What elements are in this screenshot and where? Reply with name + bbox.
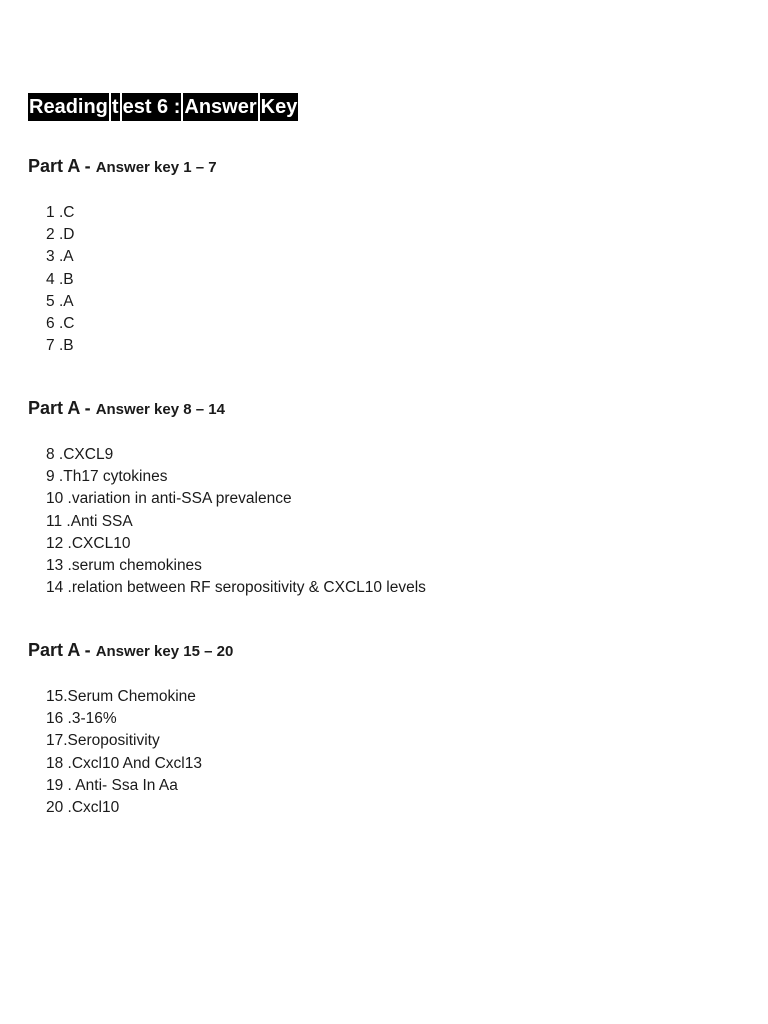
page-title [28,93,298,121]
list-item: 4 .B [46,270,74,288]
list-item: 20 .Cxcl10 [46,799,120,817]
title-segment: Reading [28,93,109,121]
section-heading-2 [28,398,225,419]
section-key-label: Answer key 1 – 7 [95,159,217,176]
list-item: 2 .D [46,226,75,244]
section-key-label: Answer key 8 – 14 [95,401,225,418]
answer-list-3 [46,686,202,819]
list-item: 8 .CXCL9 [46,446,114,463]
list-item: 9 .Th17 cytokines [46,468,168,486]
list-item: 13 .serum chemokines [46,557,202,575]
section-part-label: Part A - [28,640,96,660]
section-part-label: Part A - [28,156,96,176]
section-part-label: Part A - [28,398,96,418]
title-segment: Key [260,93,299,121]
answer-list-2 [46,444,426,599]
title-segment: t [111,93,120,121]
list-item: 17.Seropositivity [46,732,160,750]
list-item: 1 .C [46,204,75,221]
list-item: 10 .variation in anti-SSA prevalence [46,490,292,508]
list-item: 5 .A [46,292,74,310]
list-item: 19 . Anti- Ssa In Aa [46,776,178,794]
list-item: 16 .3-16% [46,710,117,728]
list-item: 12 .CXCL10 [46,534,131,552]
list-item: 6 .C [46,315,75,333]
section-heading-1 [28,156,217,177]
list-item: 7 .B [46,337,74,355]
section-heading-3 [28,640,233,661]
list-item: 18 .Cxcl10 And Cxcl13 [46,754,202,772]
title-segment: Answer [183,93,257,121]
list-item: 14 .relation between RF seropositivity & CXCL10 levels [46,579,426,597]
title-segment: est 6 : [122,93,182,121]
answer-list-1 [46,202,74,357]
list-item: 15.Serum Chemokine [46,688,196,705]
list-item: 11 .Anti SSA [46,512,133,530]
section-key-label: Answer key 15 – 20 [95,643,234,660]
list-item: 3 .A [46,248,74,266]
